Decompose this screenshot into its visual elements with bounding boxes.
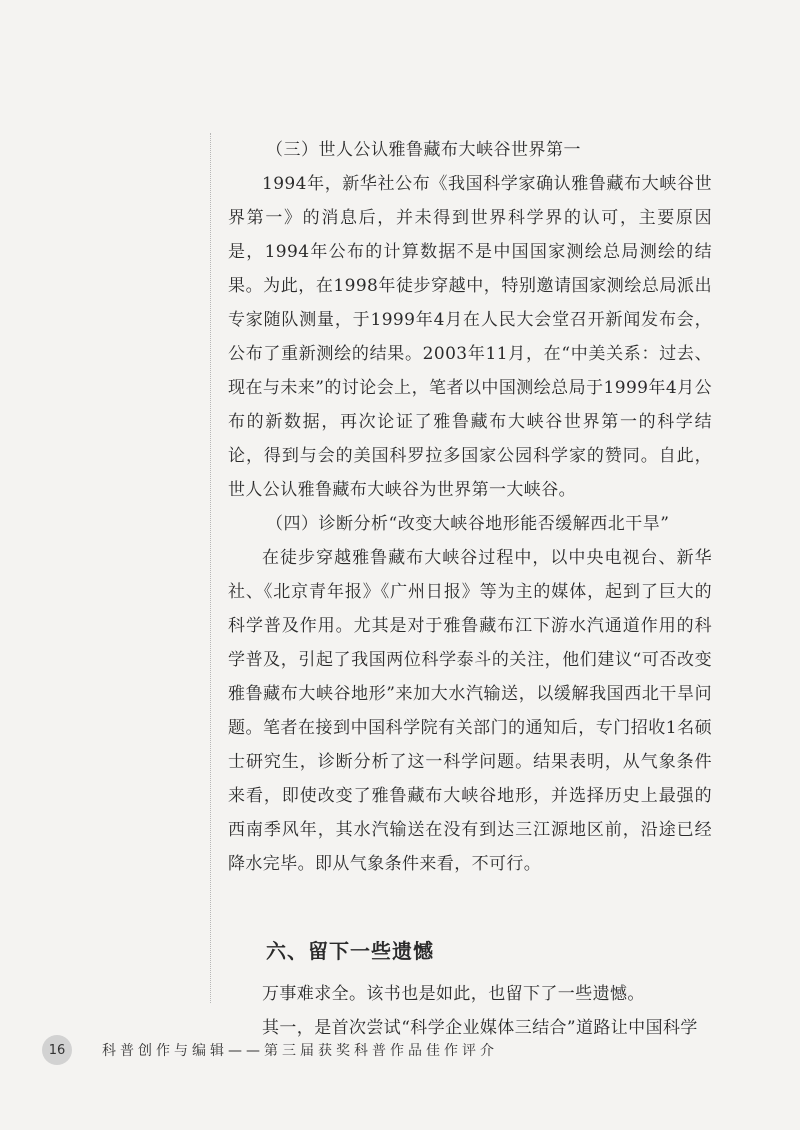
page-body bbox=[228, 133, 712, 1045]
section-6-paragraph-2: 其一，是首次尝试“科学企业媒体三结合”道路让中国科学 bbox=[262, 1018, 698, 1038]
margin-dotted-rule bbox=[210, 133, 211, 1003]
subsection-3-paragraph: 1994年，新华社公布《我国科学家确认雅鲁藏布大峡谷世界第一》的消息后，并未得到世界科学界的认可，主要原因是，1994年公布的计算数据不是中国国家测绘总局测绘的结果。为此，在1998年徒步穿越中，特别邀请国家测绘总局派出专家随队测量，于1999年4月在人民大会堂召开新闻发布会，公布了重新测绘的结果。2003年11月，在“中美关系：过去、现在与未来”的讨论会上，笔者以中国测绘总局于1999年4月公布的新数据，再次论证了雅鲁藏布大峡谷世界第一的科学结论，得到与会的美国科罗拉多国家公园科学家的赞同。自此，世人公认雅鲁藏布大峡谷为世界第一大峡谷。 bbox=[228, 174, 712, 500]
subsection-4-heading: （四）诊断分析“改变大峡谷地形能否缓解西北干旱” bbox=[266, 514, 670, 534]
subsection-3-heading: （三）世人公认雅鲁藏布大峡谷世界第一 bbox=[266, 140, 581, 160]
subsection-4-paragraph: 在徒步穿越雅鲁藏布大峡谷过程中，以中央电视台、新华社、《北京青年报》《广州日报》等为主的媒体，起到了巨大的科学普及作用。尤其是对于雅鲁藏布江下游水汽通道作用的科学普及，引起了我国两位科学泰斗的关注，他们建议“可否改变雅鲁藏布大峡谷地形”来加大水汽输送，以缓解我国西北干旱问题。笔者在接到中国科学院有关部门的通知后，专门招收1名硕士研究生，诊断分析了这一科学问题。结果表明，从气象条件来看，即使改变了雅鲁藏布大峡谷地形，并选择历史上最强的西南季风年，其水汽输送在没有到达三江源地区前，沿途已经降水完毕。即从气象条件来看，不可行。 bbox=[228, 548, 712, 874]
section-6-paragraph-1: 万事难求全。该书也是如此，也留下了一些遗憾。 bbox=[262, 984, 645, 1004]
page-number-badge: 16 bbox=[42, 1035, 72, 1065]
page-footer bbox=[42, 1035, 498, 1065]
running-head: 科普创作与编辑——第三届获奖科普作品佳作评介 bbox=[102, 1043, 498, 1059]
section-6-title: 六、留下一些遗憾 bbox=[266, 939, 434, 963]
